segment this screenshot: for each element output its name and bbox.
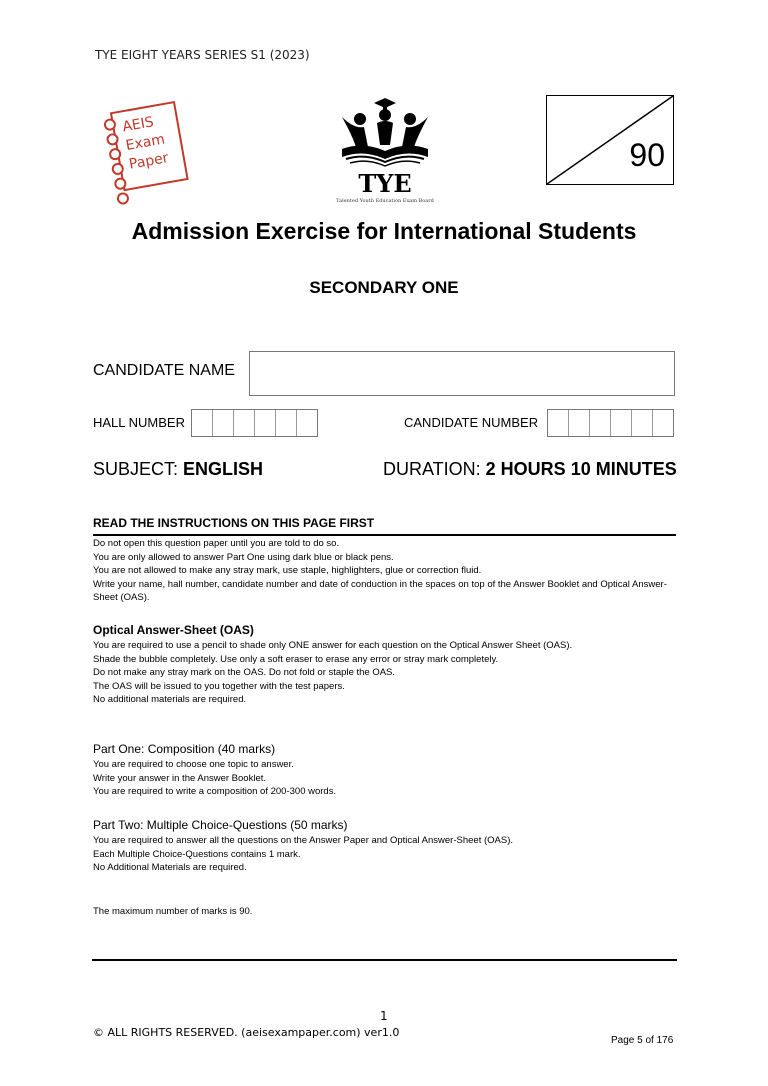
copyright-notice: © ALL RIGHTS RESERVED. (aeisexampaper.com) ver1.0 bbox=[93, 1026, 400, 1039]
instructions-heading: READ THE INSTRUCTIONS ON THIS PAGE FIRST bbox=[93, 516, 676, 536]
graduates-book-icon bbox=[330, 95, 440, 175]
total-marks-value: 90 bbox=[629, 137, 665, 173]
instruction-line: You are required to answer all the questions on the Answer Paper and Optical Answer-Sheet (OAS). bbox=[93, 835, 513, 846]
instruction-line: You are required to write a composition of 200-300 words. bbox=[93, 786, 337, 798]
instruction-line: You are not allowed to make any stray mark, use staple, highlighters, glue or correction fluid. bbox=[93, 565, 482, 577]
stamp-line: Exam bbox=[124, 131, 167, 155]
subject: SUBJECT: ENGLISH bbox=[93, 459, 264, 479]
candidate-number-label: CANDIDATE NUMBER bbox=[404, 415, 539, 430]
hall-number-field[interactable] bbox=[191, 409, 318, 437]
candidate-number-field[interactable] bbox=[547, 409, 674, 437]
aeis-exam-paper-stamp bbox=[101, 97, 186, 192]
paper-title: Admission Exercise for International Students bbox=[131, 218, 637, 244]
duration: DURATION: 2 HOURS 10 MINUTES bbox=[383, 459, 677, 479]
page-of-total: Page 5 of 176 bbox=[611, 1035, 674, 1046]
instruction-line: You are only allowed to answer Part One using dark blue or black pens. bbox=[93, 551, 394, 563]
tye-logo bbox=[330, 95, 440, 205]
total-marks-box bbox=[546, 95, 674, 185]
oas-heading: Optical Answer-Sheet (OAS) bbox=[93, 623, 254, 637]
instruction-line: Each Multiple Choice-Questions contains 1 mark. bbox=[93, 848, 301, 860]
part-two-heading: Part Two: Multiple Choice-Questions (50 marks) bbox=[93, 818, 348, 832]
series-header: TYE EIGHT YEARS SERIES S1 (2023) bbox=[95, 48, 310, 62]
logo-subtitle: Talented Youth Education Exam Board bbox=[336, 198, 434, 204]
part-two-instructions bbox=[93, 834, 678, 875]
instruction-line: Shade the bubble completely. Use only a soft eraser to erase any error or stray mark completely. bbox=[93, 653, 499, 665]
duration-value: 2 HOURS 10 MINUTES bbox=[485, 459, 677, 479]
max-marks-note: The maximum number of marks is 90. bbox=[93, 906, 253, 917]
candidate-name-label: CANDIDATE NAME bbox=[93, 362, 235, 379]
instruction-line: Do not open this question paper until you are told to do so. bbox=[93, 538, 340, 549]
instruction-line: No additional materials are required. bbox=[93, 694, 247, 706]
general-instructions bbox=[93, 537, 678, 605]
instruction-line: Write your answer in the Answer Booklet. bbox=[93, 772, 267, 784]
bottom-divider bbox=[92, 959, 677, 961]
instruction-line: You are required to use a pencil to shade only ONE answer for each question on the Optical Answer Sheet (OAS). bbox=[93, 640, 573, 651]
instruction-line: No Additional Materials are required. bbox=[93, 862, 247, 874]
oas-instructions bbox=[93, 639, 678, 707]
instruction-line: The OAS will be issued to you together with the test papers. bbox=[93, 680, 345, 692]
page-number: 1 bbox=[380, 1009, 388, 1023]
stamp-line: Paper bbox=[127, 150, 170, 173]
stamp-line: AEIS bbox=[121, 114, 155, 136]
part-one-instructions bbox=[93, 758, 678, 799]
part-one-heading: Part One: Composition (40 marks) bbox=[93, 742, 276, 756]
instruction-line: You are required to choose one topic to answer. bbox=[93, 759, 294, 770]
paper-level: SECONDARY ONE bbox=[309, 278, 459, 297]
hall-number-label: HALL NUMBER bbox=[93, 415, 185, 430]
subject-value: ENGLISH bbox=[183, 459, 264, 479]
candidate-name-field[interactable] bbox=[249, 351, 675, 396]
logo-wordmark: TYE bbox=[358, 169, 412, 198]
instruction-line: Do not make any stray mark on the OAS. Do not fold or staple the OAS. bbox=[93, 667, 396, 679]
instruction-line: Write your name, hall number, candidate number and date of conduction in the spaces on top of the Answer Booklet and Optical Answer-Sheet (OAS). bbox=[93, 578, 667, 604]
